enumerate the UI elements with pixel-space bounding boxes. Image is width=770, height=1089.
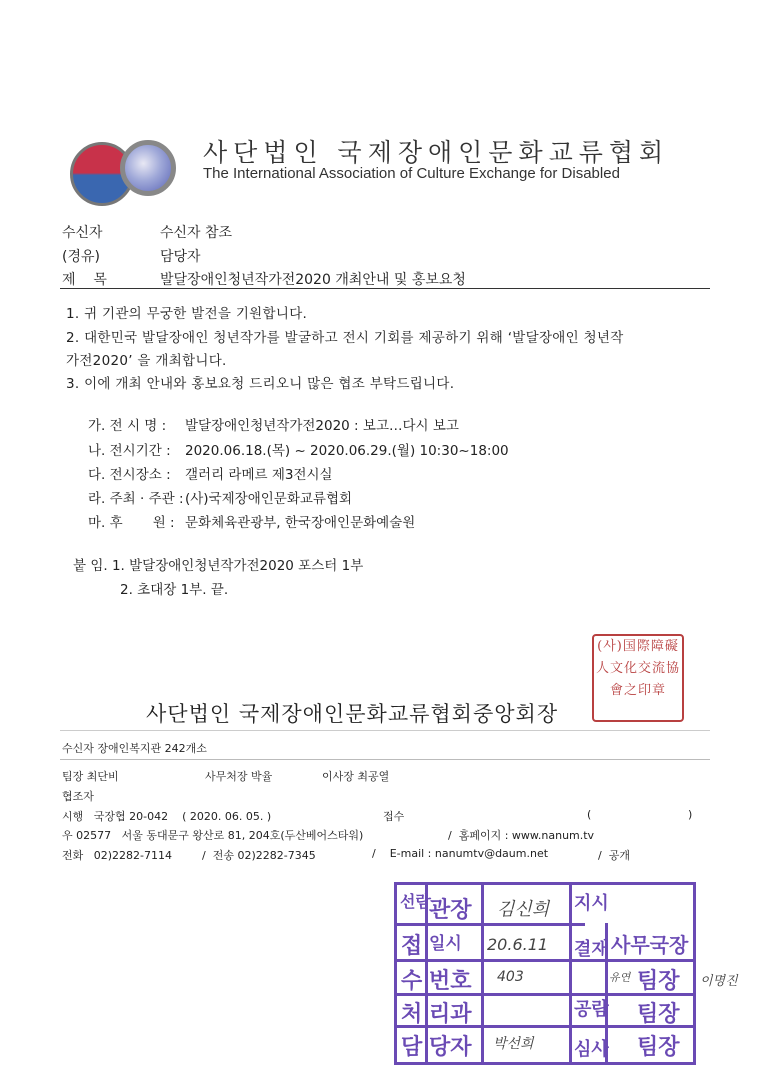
stamp-sign-1: 김신희 [497, 899, 550, 920]
stamp-col1b-3: 리과 [429, 1002, 472, 1027]
detail-label-2: 나. 전시기간 : [88, 443, 171, 459]
body-line-2a: 2. 대한민국 발달장애인 청년작가를 발굴하고 전시 기회를 제공하기 위해 ‘발달장애인 청년작 [66, 330, 624, 346]
stamp-col1-0: 선람 [400, 892, 431, 911]
stamp-col1-4: 담 [401, 1035, 423, 1060]
stamp-col1b-1: 일시 [429, 934, 462, 954]
stamp-row-line [397, 959, 693, 962]
footer-public: / 공개 [598, 849, 630, 862]
footer-address: 우 02577 서울 동대문구 왕산로 81, 204호(두산베어스타워) [62, 829, 364, 842]
stamp-handler: 박선희 [493, 1036, 534, 1052]
detail-value-5: 문화체육관광부, 한국장애인문화예술원 [185, 515, 416, 531]
footer-secretary-general: 사무처장 박율 [205, 770, 273, 783]
attachment-line-1: 붙 임. 1. 발달장애인청년작가전2020 포스터 1부 [73, 558, 364, 574]
footer-receipt: 접수 [383, 810, 405, 823]
via-label: (경유) [62, 249, 100, 265]
header-divider [60, 288, 710, 289]
footer-homepage: / 홈페이지 : www.nanum.tv [448, 829, 595, 842]
detail-label-3: 다. 전시장소 : [88, 467, 171, 483]
footer-fax: / 전송 02)2282-7345 [202, 849, 316, 862]
body-line-1: 1. 귀 기관의 무궁한 발전을 기원합니다. [66, 306, 308, 322]
body-line-3: 3. 이에 개최 안내와 홍보요청 드리오니 많은 협조 부탁드립니다. [66, 376, 455, 392]
footer-phone: 전화 02)2282-7114 [62, 849, 172, 862]
detail-value-1: 발달장애인청년작가전2020 : 보고…다시 보고 [185, 418, 459, 434]
via-value: 담당자 [160, 249, 201, 265]
stamp-mid-3: 심사 [574, 1039, 609, 1060]
footer-receipt-paren-close: ) [688, 808, 693, 821]
footer-cooperator: 협조자 [62, 790, 94, 803]
stamp-col-line [481, 885, 484, 1062]
seal-line-2: 人文化交流協 [595, 661, 680, 676]
stamp-note-1: 이명진 [700, 974, 738, 989]
seal-line-3: 會之印章 [609, 683, 666, 698]
body-line-2b: 가전2020’ 을 개최합니다. [66, 353, 227, 369]
stamp-right-1: 팀장 [637, 969, 680, 994]
stamp-right-0: 사무국장 [611, 933, 689, 957]
stamp-col1-2: 수 [401, 969, 423, 994]
footer-divider-1 [60, 759, 710, 760]
stamp-col1b-0: 관장 [429, 898, 472, 923]
subject-value: 발달장애인청년작가전2020 개최안내 및 홍보요청 [160, 272, 466, 288]
stamp-right-2: 팀장 [637, 1002, 680, 1027]
stamp-col1b-2: 번호 [429, 969, 472, 994]
stamp-number: 403 [497, 969, 524, 985]
stamp-note-2: 유연 [609, 971, 631, 984]
stamp-right-3: 팀장 [637, 1035, 680, 1060]
footer-receipt-paren-open: ( [587, 808, 592, 821]
stamp-col1-1: 접 [401, 934, 423, 959]
org-name-korean: 사단법인 국제장애인문화교류협회 [203, 138, 670, 167]
stamp-mid-2: 공람 [574, 999, 609, 1020]
sender-divider [60, 730, 710, 731]
stamp-mid-0: 지시 [574, 893, 609, 914]
receipt-stamp [394, 882, 696, 1065]
footer-email: / E-mail : nanumtv@daum.net [372, 847, 549, 860]
stamp-col1b-4: 당자 [429, 1035, 472, 1060]
detail-label-5: 마. 후 원 : [88, 515, 175, 531]
detail-label-4: 라. 주최 · 주관 : [88, 491, 184, 507]
logo-globe-icon [120, 140, 176, 196]
detail-value-2: 2020.06.18.(목) ~ 2020.06.29.(월) 10:30~18:00 [185, 443, 509, 459]
official-seal [592, 634, 684, 722]
org-name-english: The International Association of Culture Exchange for Disabled [203, 165, 620, 182]
stamp-col-line [569, 885, 572, 1062]
detail-value-3: 갤러리 라메르 제3전시실 [185, 467, 333, 483]
footer-team-lead: 팀장 최단비 [62, 770, 119, 783]
sender-name: 사단법인 국제장애인문화교류협회중앙회장 [146, 702, 559, 726]
subject-label: 제 목 [62, 272, 107, 288]
stamp-date: 20.6.11 [487, 935, 549, 954]
attachment-line-2: 2. 초대장 1부. 끝. [120, 582, 229, 598]
detail-label-1: 가. 전 시 명 : [88, 418, 167, 434]
stamp-mid-1: 결재 [574, 939, 609, 960]
seal-line-1: (사)国際障礙 [597, 639, 679, 654]
recipient-label: 수신자 [62, 225, 103, 241]
stamp-col1-3: 처 [401, 1002, 423, 1027]
recipient-value: 수신자 참조 [160, 225, 233, 241]
footer-director: 이사장 최공열 [322, 770, 390, 783]
footer-enforcement: 시행 국장협 20-042 ( 2020. 06. 05. ) [62, 810, 272, 823]
footer-recipient: 수신자 장애인복지관 242개소 [62, 742, 207, 755]
detail-value-4: (사)국제장애인문화교류협회 [185, 491, 353, 507]
